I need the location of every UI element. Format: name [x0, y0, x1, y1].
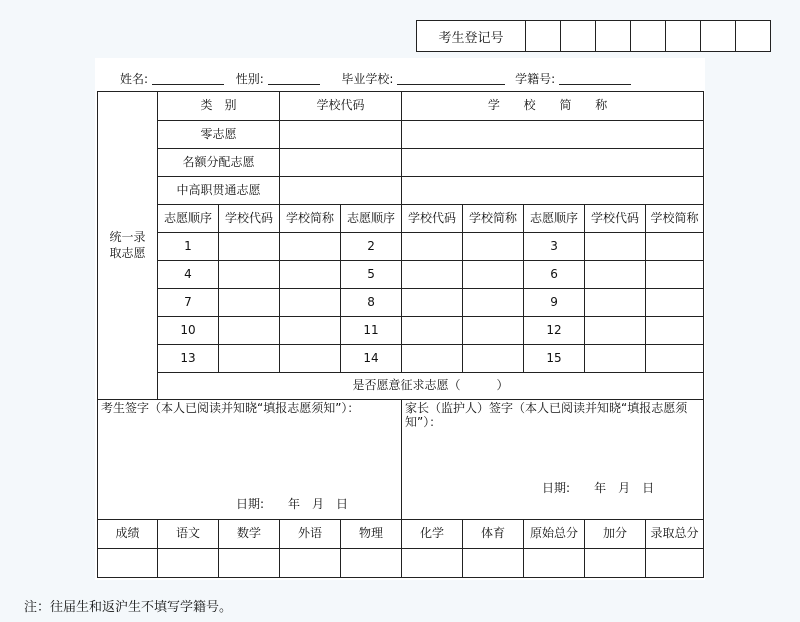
zero-choice-name-cell[interactable] [402, 121, 704, 149]
solicit-choice-question[interactable]: 是否愿意征求志愿（ ） [158, 373, 704, 400]
choice-name-cell[interactable] [280, 289, 341, 317]
school-short-name-header: 学 校 简 称 [402, 92, 704, 121]
choice-name-cell[interactable] [280, 233, 341, 261]
score-cell[interactable] [341, 549, 402, 578]
name-label: 姓名: [120, 72, 149, 86]
sub-header-name: 学校简称 [646, 205, 704, 233]
choice-code-cell[interactable] [585, 261, 646, 289]
name-field[interactable] [152, 72, 224, 85]
sub-header-code: 学校代码 [585, 205, 646, 233]
score-cell[interactable] [524, 549, 585, 578]
choice-code-cell[interactable] [585, 345, 646, 373]
score-header: 加分 [585, 520, 646, 549]
school-field[interactable] [397, 72, 505, 85]
choice-order: 9 [524, 289, 585, 317]
vocational-pathway-code-cell[interactable] [280, 177, 402, 205]
registration-digit-cell[interactable] [561, 21, 596, 52]
student-info-row [120, 70, 631, 87]
score-cell[interactable] [158, 549, 219, 578]
choice-code-cell[interactable] [219, 345, 280, 373]
registration-digit-cell[interactable] [701, 21, 736, 52]
choice-code-cell[interactable] [219, 289, 280, 317]
choice-code-cell[interactable] [219, 261, 280, 289]
choice-order: 13 [158, 345, 219, 373]
student-signature-date: 日期: 年 月 日 [236, 497, 349, 511]
registration-digit-cell[interactable] [526, 21, 561, 52]
quota-allocation-code-cell[interactable] [280, 149, 402, 177]
choice-name-cell[interactable] [463, 233, 524, 261]
choice-order: 5 [341, 261, 402, 289]
footnote: 注：往届生和返沪生不填写学籍号。 [24, 600, 233, 615]
choice-order: 14 [341, 345, 402, 373]
registration-digit-cell[interactable] [631, 21, 666, 52]
score-header: 语文 [158, 520, 219, 549]
score-header: 录取总分 [646, 520, 704, 549]
choice-name-cell[interactable] [463, 289, 524, 317]
choice-name-cell[interactable] [280, 261, 341, 289]
choice-order: 8 [341, 289, 402, 317]
sub-header-code: 学校代码 [219, 205, 280, 233]
choice-name-cell[interactable] [463, 345, 524, 373]
choice-order: 2 [341, 233, 402, 261]
choice-code-cell[interactable] [585, 233, 646, 261]
score-header: 体育 [463, 520, 524, 549]
application-form-table [97, 91, 704, 578]
score-header: 成绩 [98, 520, 158, 549]
sub-header-code: 学校代码 [402, 205, 463, 233]
vocational-pathway-name-cell[interactable] [402, 177, 704, 205]
choice-name-cell[interactable] [646, 345, 704, 373]
choice-name-cell[interactable] [646, 261, 704, 289]
score-cell[interactable] [280, 549, 341, 578]
choice-name-cell[interactable] [463, 261, 524, 289]
choice-name-cell[interactable] [463, 317, 524, 345]
parent-signature-box[interactable] [402, 400, 704, 520]
choice-code-cell[interactable] [402, 261, 463, 289]
student-number-label: 学籍号: [515, 72, 556, 86]
student-signature-box[interactable] [98, 400, 402, 520]
score-cell[interactable] [219, 549, 280, 578]
choice-code-cell[interactable] [402, 233, 463, 261]
zero-choice-code-cell[interactable] [280, 121, 402, 149]
choice-order: 12 [524, 317, 585, 345]
registration-digit-cell[interactable] [666, 21, 701, 52]
score-cell[interactable] [402, 549, 463, 578]
choice-code-cell[interactable] [585, 317, 646, 345]
score-cell[interactable] [585, 549, 646, 578]
choice-code-cell[interactable] [219, 317, 280, 345]
choice-name-cell[interactable] [646, 289, 704, 317]
choice-order: 4 [158, 261, 219, 289]
choice-code-cell[interactable] [585, 289, 646, 317]
score-header: 物理 [341, 520, 402, 549]
choice-order: 10 [158, 317, 219, 345]
sub-header-name: 学校简称 [463, 205, 524, 233]
choice-order: 7 [158, 289, 219, 317]
choice-name-cell[interactable] [280, 345, 341, 373]
quota-allocation-label: 名额分配志愿 [158, 149, 280, 177]
sub-header-order: 志愿顺序 [524, 205, 585, 233]
registration-digit-cell[interactable] [736, 21, 771, 52]
choice-name-cell[interactable] [646, 317, 704, 345]
score-cell[interactable] [98, 549, 158, 578]
registration-digit-cell[interactable] [596, 21, 631, 52]
parent-signature-label: 家长（监护人）签字（本人已阅读并知晓“填报志愿须知”）： [405, 401, 688, 429]
school-code-header: 学校代码 [280, 92, 402, 121]
quota-allocation-name-cell[interactable] [402, 149, 704, 177]
choice-code-cell[interactable] [402, 289, 463, 317]
choice-name-cell[interactable] [280, 317, 341, 345]
choice-order: 11 [341, 317, 402, 345]
choice-code-cell[interactable] [402, 345, 463, 373]
unified-admission-label: 统一录取志愿 [98, 92, 158, 400]
sub-header-order: 志愿顺序 [341, 205, 402, 233]
choice-name-cell[interactable] [646, 233, 704, 261]
choice-order: 15 [524, 345, 585, 373]
choice-code-cell[interactable] [402, 317, 463, 345]
category-header: 类 别 [158, 92, 280, 121]
choice-order: 6 [524, 261, 585, 289]
score-header: 外语 [280, 520, 341, 549]
zero-choice-label: 零志愿 [158, 121, 280, 149]
student-number-field[interactable] [559, 72, 631, 85]
registration-number-box [416, 20, 771, 52]
parent-signature-date: 日期: 年 月 日 [542, 481, 655, 495]
gender-label: 性别: [235, 72, 264, 86]
score-header: 原始总分 [524, 520, 585, 549]
choice-code-cell[interactable] [219, 233, 280, 261]
score-cell[interactable] [463, 549, 524, 578]
score-cell[interactable] [646, 549, 704, 578]
sub-header-name: 学校简称 [280, 205, 341, 233]
score-header: 数学 [219, 520, 280, 549]
sub-header-order: 志愿顺序 [158, 205, 219, 233]
registration-number-label: 考生登记号 [417, 21, 526, 52]
choice-order: 1 [158, 233, 219, 261]
choice-order: 3 [524, 233, 585, 261]
student-signature-label: 考生签字（本人已阅读并知晓“填报志愿须知”）： [101, 401, 360, 415]
score-header: 化学 [402, 520, 463, 549]
gender-field[interactable] [268, 72, 320, 85]
vocational-pathway-label: 中高职贯通志愿 [158, 177, 280, 205]
school-label: 毕业学校: [341, 72, 394, 86]
